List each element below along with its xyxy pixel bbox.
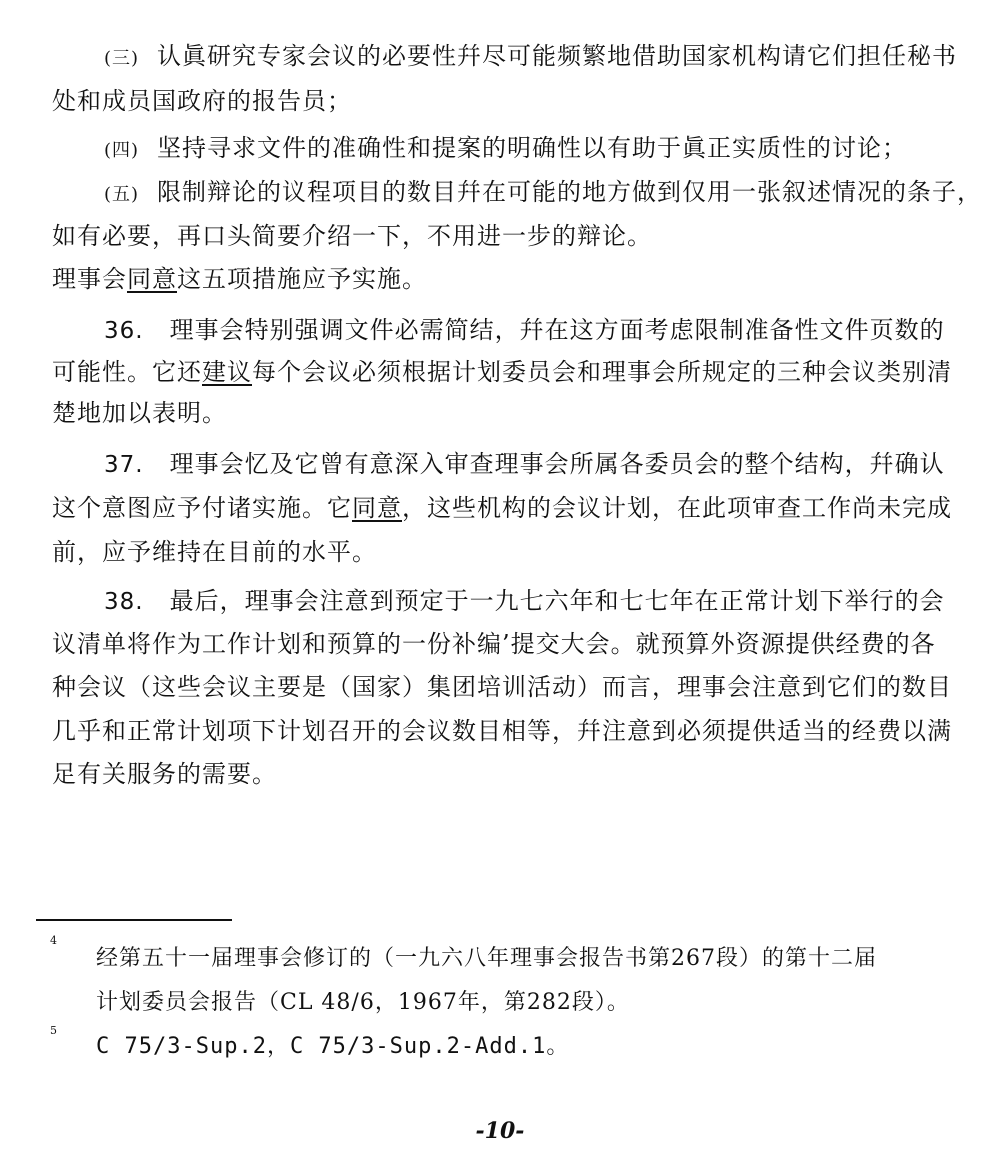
para-36-line-3: 楚地加以表明。 xyxy=(52,399,227,427)
para-37-text-1: 理事会忆及它曾有意深入审查理事会所属各委员会的整个结构，幷确认 xyxy=(169,450,945,478)
item-3-line-1 xyxy=(104,40,957,75)
para-36-number: 36. xyxy=(104,318,144,344)
para-37-line-3: 前，应予维持在目前的水平。 xyxy=(52,538,377,566)
para-36-line-2-before: 可能性。它还 xyxy=(52,358,202,386)
footnote-4-line-2: 计划委员会报告（CL 48/6，1967年，第282段）。 xyxy=(96,990,630,1015)
para-36-line-2 xyxy=(52,356,952,388)
para-36-line-2-underlined: 建议 xyxy=(202,358,252,386)
para-37-line-2 xyxy=(52,492,952,524)
item-4-marker: (四) xyxy=(104,140,140,161)
para-37-line-2-before: 这个意图应予付诸实施。它 xyxy=(52,494,352,522)
footnote-5-line-1: C 75/3-Sup.2，C 75/3-Sup.2-Add.1。 xyxy=(96,1034,570,1059)
item-5-text: 限制辩论的议程项目的数目幷在可能的地方做到仅用一张叙述情况的条子， xyxy=(157,178,983,206)
para-38-line-2: 议清单将作为工作计划和预算的一份补编’提交大会。就预算外资源提供经费的各 xyxy=(52,630,936,658)
item-3-text: 认眞研究专家会议的必要性幷尽可能频繁地借助国家机构请它们担任秘书 xyxy=(157,42,958,70)
footnote-4-line-1: 经第五十一届理事会修订的（一九六八年理事会报告书第267段）的第十二届 xyxy=(96,946,877,971)
item-5-line-1 xyxy=(104,176,982,211)
para-38-line-1 xyxy=(104,585,945,618)
para-38-line-5: 足有关服务的需要。 xyxy=(52,760,277,788)
para-36-text-1: 理事会特别强调文件必需简结，幷在这方面考虑限制准备性文件页数的 xyxy=(169,316,945,344)
item-5-marker: (五) xyxy=(104,184,140,205)
para-38-line-3: 种会议（这些会议主要是（国家）集团培训活动）而言，理事会注意到它们的数目 xyxy=(52,673,952,701)
para-36-line-1 xyxy=(104,314,945,347)
para-38-text-1: 最后，理事会注意到预定于一九七六年和七七年在正常计划下举行的会 xyxy=(169,587,945,615)
para-38-line-4: 几乎和正常计划项下计划召开的会议数目相等，幷注意到必须提供适当的经费以满 xyxy=(52,717,952,745)
para-37-line-2-underlined: 同意 xyxy=(352,494,402,522)
item-4-line-1 xyxy=(104,132,907,167)
item-3-line-2: 处和成员国政府的报告员； xyxy=(52,87,352,115)
para-37-number: 37. xyxy=(104,452,144,478)
footnote-5-mark: 5 xyxy=(50,1024,57,1037)
summary-before: 理事会 xyxy=(52,265,127,293)
footnote-separator xyxy=(36,919,232,921)
para-37-line-1 xyxy=(104,448,945,481)
para-36-line-2-after: 每个会议必须根据计划委员会和理事会所规定的三种会议类别清 xyxy=(252,358,952,386)
summary-line xyxy=(52,263,427,295)
para-38-number: 38. xyxy=(104,589,144,615)
para-37-line-2-after: ，这些机构的会议计划，在此项审查工作尚未完成 xyxy=(402,494,952,522)
page-number: -10- xyxy=(475,1118,525,1144)
footnote-4-mark: 4 xyxy=(50,934,57,947)
summary-underlined: 同意 xyxy=(127,265,177,293)
summary-after: 这五项措施应予实施。 xyxy=(177,265,427,293)
item-4-text: 坚持寻求文件的准确性和提案的明确性以有助于眞正实质性的讨论； xyxy=(157,134,908,162)
item-3-marker: (三) xyxy=(104,48,140,69)
item-5-line-2: 如有必要，再口头简要介绍一下，不用进一步的辩论。 xyxy=(52,222,652,250)
